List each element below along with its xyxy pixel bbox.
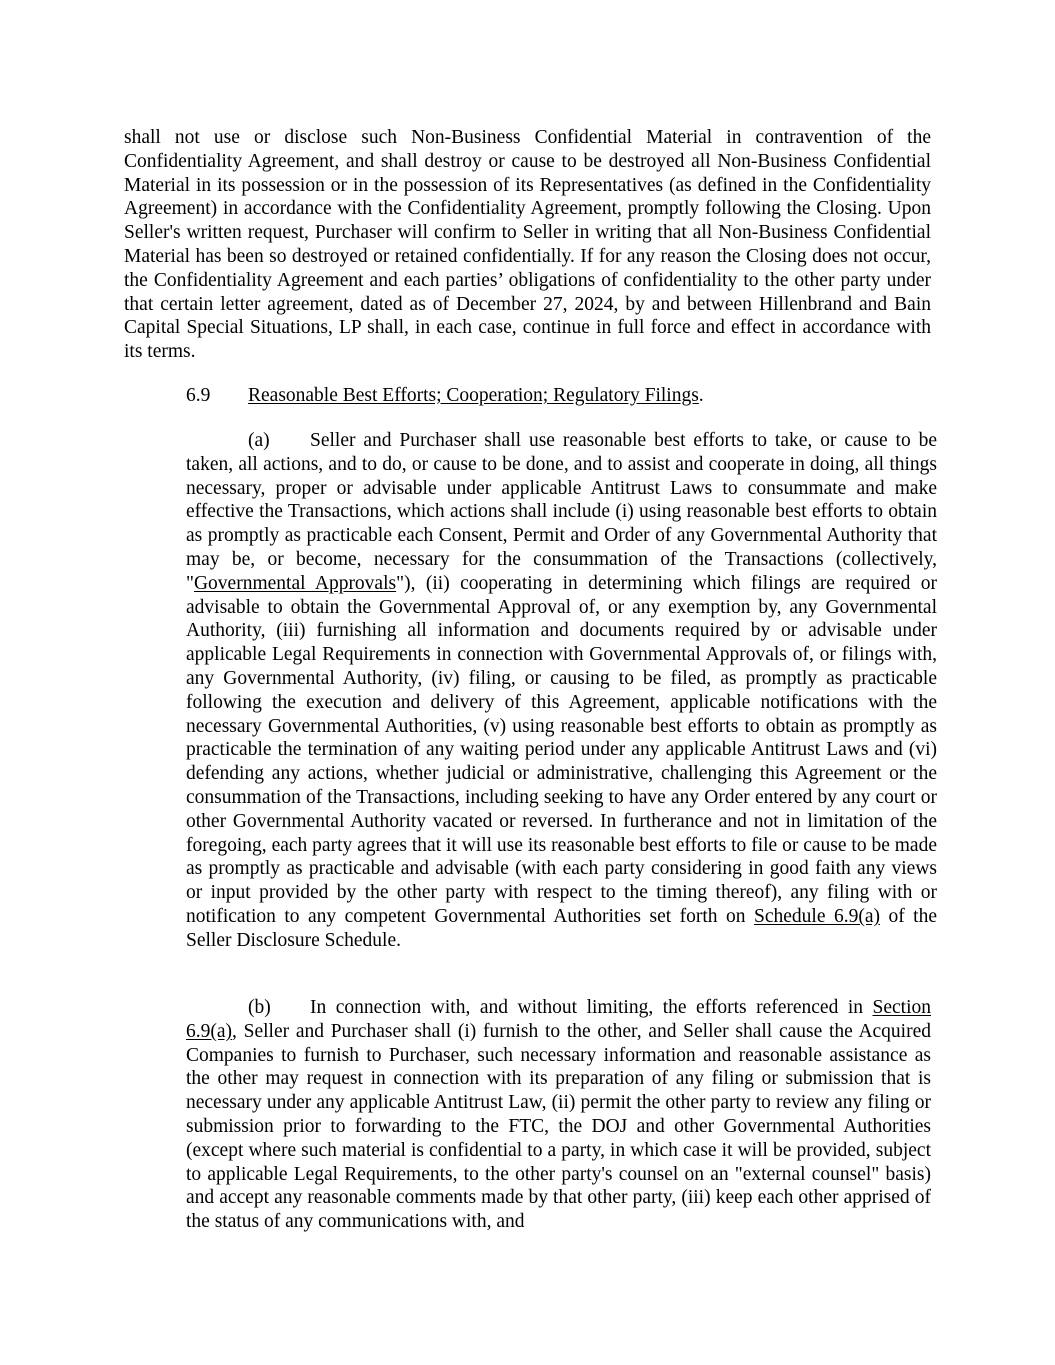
section-title: Reasonable Best Efforts; Cooperation; Regulatory Filings	[248, 385, 699, 406]
paragraph-intro	[124, 126, 931, 364]
subsection-a	[186, 429, 937, 953]
section-title-period: .	[698, 385, 704, 406]
section-number: 6.9	[186, 385, 211, 406]
schedule-reference-link[interactable]: Schedule 6.9(a)	[754, 905, 880, 927]
subsection-a-marker: (a)	[248, 430, 270, 451]
subsection-b-text-2: , Seller and Purchaser shall (i) furnish to the other, and Seller shall cause the Acquired Companies to furnish to Purchaser, such necessary information and reasonable assistance as the other may request in connection with its preparation of any filing or submission that is necessary under any applicable Antitrust Law, (ii) permit the other party to review any filing or submission prior to forwarding to the FTC, the DOJ and other Governmental Authorities (except where such material is confidential to a party, in which case it will be provided, subject to applicable Legal Requirements, to the other party's counsel on an "external counsel" basis) and accept any reasonable comments made by that other party, (iii) keep each other apprised of the status of any communications with, and	[186, 1020, 931, 1233]
subsection-a-text-3: of the Seller Disclosure Schedule.	[186, 905, 938, 951]
section-reference-link[interactable]: Section 6.9(a)	[186, 997, 931, 1042]
section-heading	[186, 384, 704, 408]
subsection-b-marker: (b)	[248, 997, 271, 1018]
subsection-b	[186, 996, 931, 1234]
defined-term-governmental-approvals: Governmental Approvals	[193, 572, 397, 594]
subsection-a-text-2: "), (ii) cooperating in determining which filings are required or advisable to obtain the Governmental Approval of, or any exemption by, any Governmental Authority, (iii) furnishing all information and documents required by or advisable under applicable Legal Requirements in connection with Governmental Approvals of, or filings with, any Governmental Authority, (iv) filing, or causing to be filed, as promptly as practicable following the execution and delivery of this Agreement, applicable notifications with the necessary Governmental Authorities, (v) using reasonable best efforts to obtain as promptly as practicable the termination of any waiting period under any applicable Antitrust Laws and (vi) defending any actions, whether judicial or administrative, challenging this Agreement or the consummation of the Transactions, including seeking to have any Order entered by any court or other Governmental Authority vacated or reversed. In furtherance and not in limitation of the foregoing, each party agrees that it will use its reasonable best efforts to file or cause to be made as promptly as practicable and advisable (with each party considering in good faith any views or input provided by the other party with respect to the timing thereof), any filing with or notification to any competent Governmental Authorities set forth on	[186, 572, 937, 927]
paragraph-intro-text: shall not use or disclose such Non-Business Confidential Material in contravention of the Confidentiality Agreement, and shall destroy or cause to be destroyed all Non-Business Confidential Material in its possession or in the possession of its Representatives (as defined in the Confidentiality Agreement) in accordance with the Confidentiality Agreement, promptly following the Closing. Upon Seller's written request, Purchaser will confirm to Seller in writing that all Non-Business Confidential Material has been so destroyed or retained confidentially. If for any reason the Closing does not occur, the Confidentiality Agreement and each parties’ obligations of confidentiality to the other party under that certain letter agreement, dated as of December 27, 2024, by and between Hillenbrand and Bain Capital Special Situations, LP shall, in each case, continue in full force and effect in accordance with its terms.	[124, 127, 931, 363]
subsection-b-text-1: In connection with, and without limiting, the efforts referenced in	[310, 997, 873, 1018]
subsection-a-text-1: Seller and Purchaser shall use reasonable best efforts to take, or cause to be taken, all actions, and to do, or cause to be done, and to assist and cooperate in doing, all things necessary, proper or advisable under applicable Antitrust Laws to consummate and make effective the Transactions, which actions shall include (i) using reasonable best efforts to obtain as promptly as practicable each Consent, Permit and Order of any Governmental Authority that may be, or become, necessary for the consummation of the Transactions (collectively, "	[186, 430, 937, 594]
